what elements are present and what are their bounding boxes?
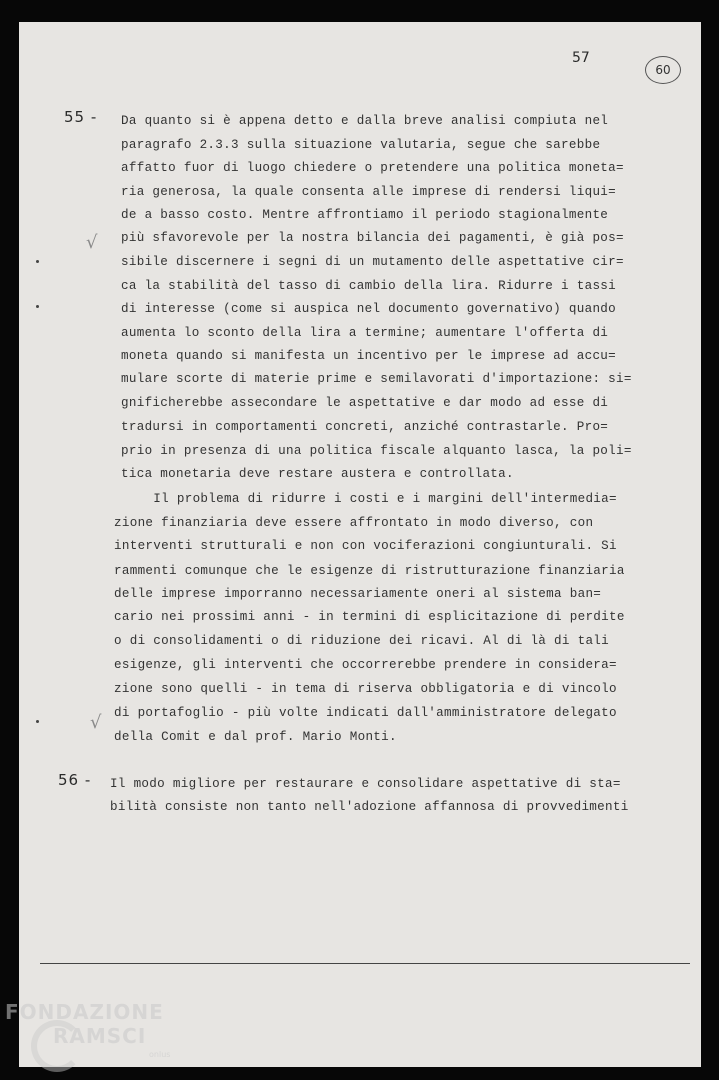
text-line: delle imprese imporranno necessariamente oneri al sistema ban=	[114, 587, 602, 601]
text-line: tradursi in comportamenti concreti, anziché contrastarle. Pro=	[121, 420, 609, 434]
text-line: sibile discernere i segni di un mutamento delle aspettative cir=	[121, 255, 624, 269]
text-line: tica monetaria deve restare austera e controllata.	[121, 467, 514, 481]
text-line: aumenta lo sconto della lira a termine; aumentare l'offerta di	[121, 326, 609, 340]
margin-check-mark: √	[90, 712, 102, 733]
text-line: bilità consiste non tanto nell'adozione affannosa di provvedimenti	[110, 800, 629, 814]
text-line: cario nei prossimi anni - in termini di esplicitazione di perdite	[114, 610, 625, 624]
text-line: gnificherebbe assecondare le aspettative e dar modo ad esse di	[121, 396, 609, 410]
text-line: esigenze, gli interventi che occorrerebbe prendere in considera=	[114, 658, 617, 672]
text-line: Il modo migliore per restaurare e consolidare aspettative di sta=	[110, 777, 621, 791]
text-line: più sfavorevole per la nostra bilancia dei pagamenti, è già pos=	[121, 231, 624, 245]
text-line: prio in presenza di una politica fiscale alquanto lasca, la poli=	[121, 444, 632, 458]
text-line: zione finanziaria deve essere affrontato in modo diverso, con	[114, 516, 594, 530]
text-line: rammenti comunque che le esigenze di ristrutturazione finanziaria	[114, 564, 625, 578]
paragraph-number-55: 55 -	[64, 108, 98, 126]
text-line: Da quanto si è appena detto e dalla breve analisi compiuta nel	[121, 114, 609, 128]
watermark-line2: RAMSCI	[53, 1024, 147, 1048]
circled-page-number: 60	[645, 56, 681, 84]
text-line: paragrafo 2.3.3 sulla situazione valutaria, segue che sarebbe	[121, 138, 601, 152]
text-line: di portafoglio - più volte indicati dall'amministratore delegato	[114, 706, 617, 720]
text-line: interventi strutturali e non con vociferazioni congiunturali. Si	[114, 539, 617, 553]
paragraph-number-56: 56 -	[58, 771, 92, 789]
page-number: 57	[572, 50, 590, 66]
text-line: de a basso costo. Mentre affrontiamo il periodo stagionalmente	[121, 208, 609, 222]
text-line: di interesse (come si auspica nel documento governativo) quando	[121, 302, 617, 316]
page-divider-rule	[40, 963, 690, 964]
margin-dot	[36, 720, 39, 723]
text-line: affatto fuor di luogo chiedere o pretendere una politica moneta=	[121, 161, 624, 175]
margin-dot	[36, 305, 39, 308]
text-line: zione sono quelli - in tema di riserva obbligatoria e di vincolo	[114, 682, 617, 696]
text-line: mulare scorte di materie prime e semilavorati d'importazione: si=	[121, 372, 632, 386]
text-line: ca la stabilità del tasso di cambio della lira. Ridurre i tassi	[121, 279, 617, 293]
watermark-sub: onlus	[149, 1050, 171, 1059]
text-line: moneta quando si manifesta un incentivo per le imprese ad accu=	[121, 349, 617, 363]
margin-check-mark: √	[86, 232, 98, 253]
watermark-line1: FONDAZIONE	[5, 1000, 164, 1024]
text-line: ria generosa, la quale consenta alle imprese di rendersi liqui=	[121, 185, 617, 199]
text-line: della Comit e dal prof. Mario Monti.	[114, 730, 397, 744]
margin-dot	[36, 260, 39, 263]
text-line: Il problema di ridurre i costi e i margini dell'intermedia=	[114, 492, 617, 506]
text-line: o di consolidamenti o di riduzione dei ricavi. Al di là di tali	[114, 634, 610, 648]
